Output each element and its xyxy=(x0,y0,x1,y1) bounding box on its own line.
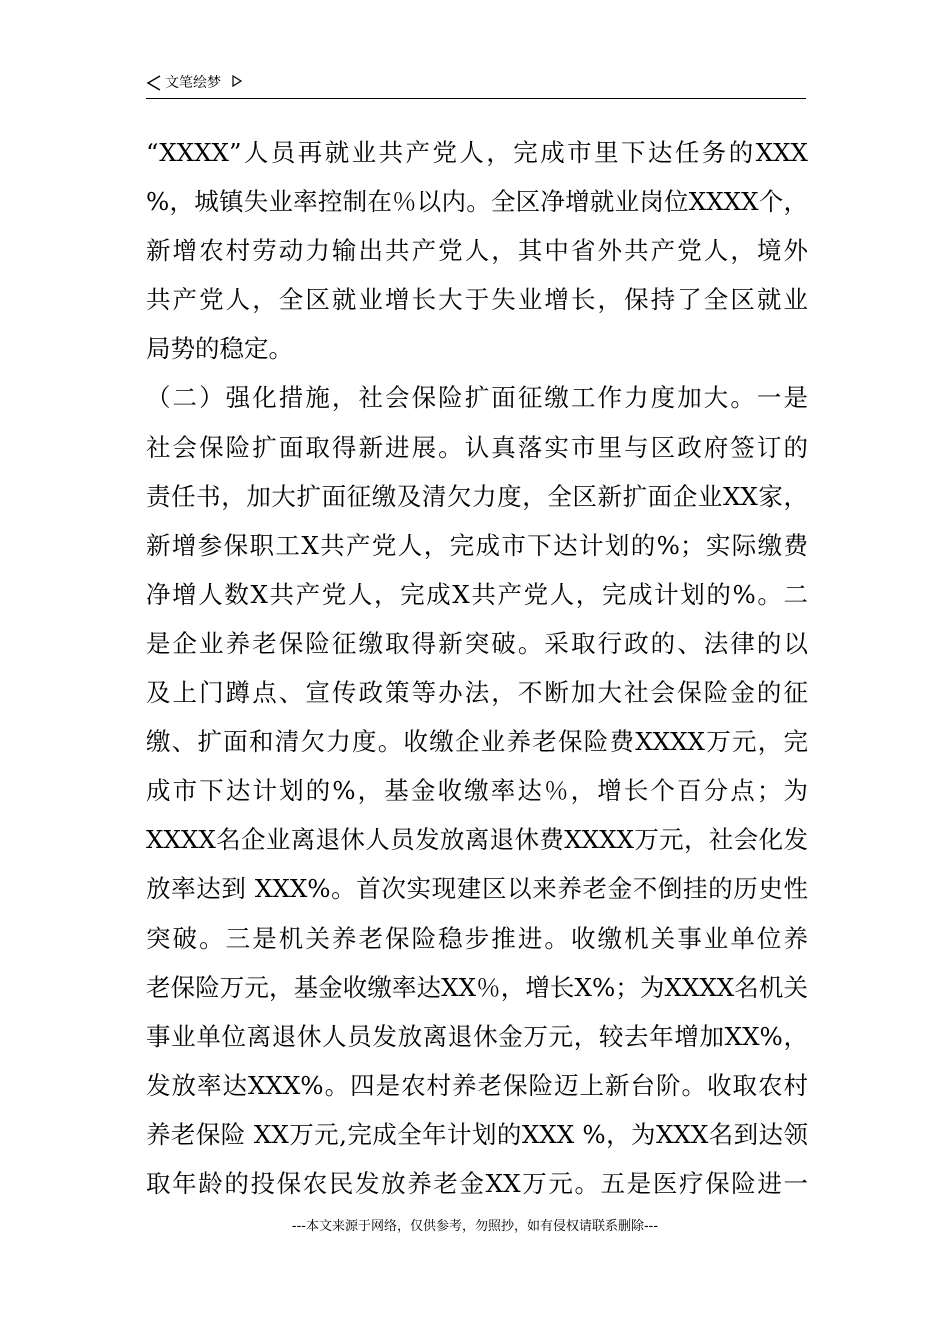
body-line: 净增人数X共产党人，完成X共产党人，完成计划的%。二 xyxy=(146,579,808,609)
body-line: 缴、扩面和清欠力度。收缴企业养老保险费XXXX万元，完 xyxy=(146,727,808,757)
page-header xyxy=(146,72,806,99)
body-line: 突破。三是机关养老保险稳步推进。收缴机关事业单位养 xyxy=(146,923,808,953)
body-line: %，城镇失业率控制在％以内。全区净增就业岗位XXXX个， xyxy=(146,187,808,217)
body-line: 新增农村劳动力输出共产党人，其中省外共产党人，境外 xyxy=(146,236,808,266)
body-line: 共产党人，全区就业增长大于失业增长，保持了全区就业 xyxy=(146,285,808,315)
body-line: 及上门蹲点、宣传政策等办法，不断加大社会保险金的征 xyxy=(146,678,808,708)
body-line: 责任书，加大扩面征缴及清欠力度，全区新扩面企业XX家， xyxy=(146,481,808,511)
body-line: “XXXX”人员再就业共产党人，完成市里下达任务的XXX xyxy=(146,138,808,167)
document-body xyxy=(146,128,808,1208)
body-line: 养老保险 XX万元,完成全年计划的XXX %，为XXX名到达领 xyxy=(146,1119,808,1149)
page-footer: ---本文来源于网络，仅供参考，勿照抄，如有侵权请联系删除--- xyxy=(291,1219,659,1234)
body-line: 发放率达XXX%。四是农村养老保险迈上新台阶。收取农村 xyxy=(146,1070,808,1100)
body-line: 是企业养老保险征缴取得新突破。采取行政的、法律的以 xyxy=(146,628,808,658)
body-line: 成市下达计划的%，基金收缴率达％，增长个百分点；为 xyxy=(146,776,808,806)
body-line: 局势的稳定。 xyxy=(146,334,293,364)
body-line: 事业单位离退休人员发放离退休金万元，较去年增加XX%， xyxy=(146,1021,808,1051)
body-line: XXXX名企业离退休人员发放离退休费XXXX万元，社会化发 xyxy=(146,825,808,855)
header-title: 文笔绘梦 xyxy=(165,75,221,91)
body-line: 取年龄的投保农民发放养老金XX万元。五是医疗保险进一 xyxy=(146,1168,808,1198)
left-triangle-icon xyxy=(146,74,162,92)
body-line: 社会保险扩面取得新进展。认真落实市里与区政府签订的 xyxy=(146,432,808,462)
body-line: （二）强化措施，社会保险扩面征缴工作力度加大。一是 xyxy=(146,383,808,413)
body-line: 新增参保职工X共产党人，完成市下达计划的%；实际缴费 xyxy=(146,530,808,560)
body-line: 放率达到 XXX%。首次实现建区以来养老金不倒挂的历史性 xyxy=(146,874,808,904)
body-line: 老保险万元，基金收缴率达XX％，增长X%；为XXXX名机关 xyxy=(146,972,808,1002)
right-triangle-icon xyxy=(231,74,243,88)
